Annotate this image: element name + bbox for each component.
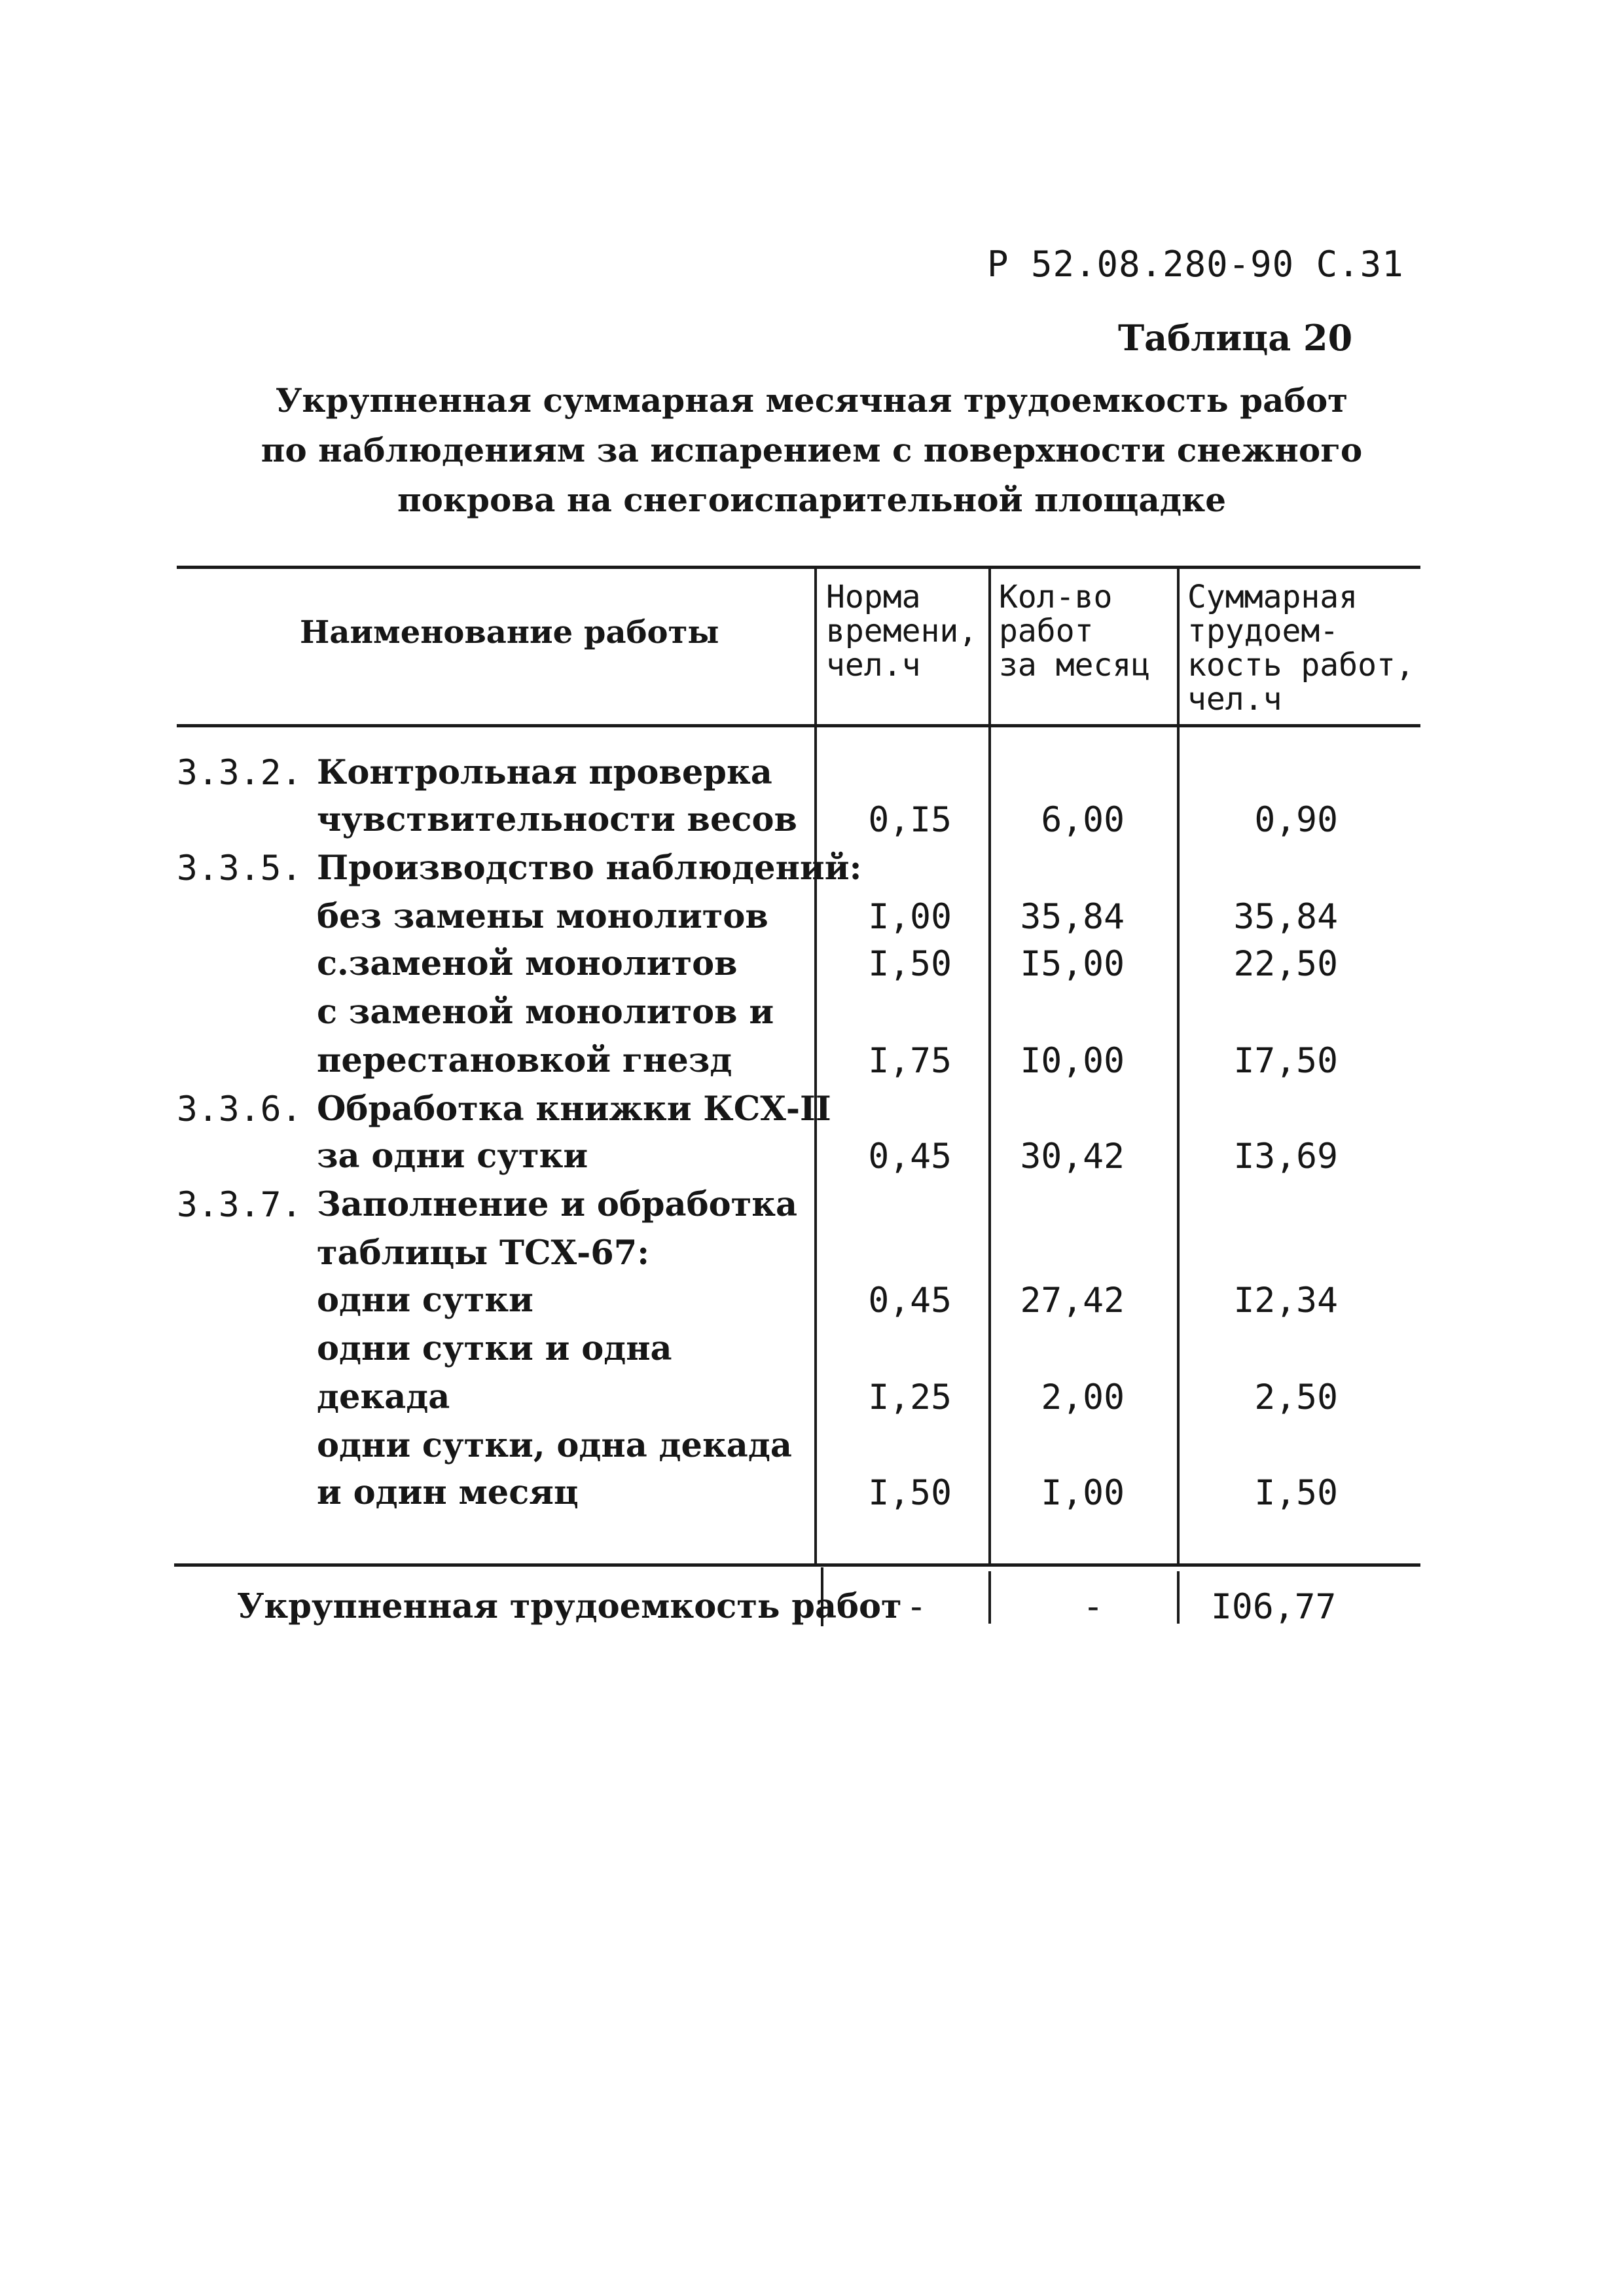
column-divider bbox=[1177, 1571, 1180, 1624]
column-divider bbox=[1177, 567, 1180, 724]
norm-cell: I,75 bbox=[868, 1041, 952, 1081]
total-cell: 35,84 bbox=[1233, 897, 1338, 937]
row-label: и один месяц bbox=[317, 1473, 579, 1512]
row-label: одни сутки bbox=[317, 1281, 533, 1320]
total-cell: I2,34 bbox=[1233, 1281, 1338, 1321]
section-code: 3.3.6. bbox=[177, 1089, 302, 1129]
qty-cell: I5,00 bbox=[1020, 944, 1125, 984]
qty-cell: 30,42 bbox=[1020, 1137, 1125, 1176]
total-cell: I7,50 bbox=[1233, 1041, 1338, 1081]
total-cell: 22,50 bbox=[1233, 944, 1338, 984]
row-label: без замены монолитов bbox=[317, 897, 768, 936]
footer-top-rule bbox=[174, 1563, 1420, 1567]
norm-cell: I,00 bbox=[868, 897, 952, 937]
row-label: за одни сутки bbox=[317, 1137, 588, 1176]
section-heading: Контрольная проверка bbox=[317, 753, 772, 792]
norm-cell: I,50 bbox=[868, 944, 952, 984]
norm-cell: 0,I5 bbox=[868, 800, 952, 840]
table-number: Таблица 20 bbox=[1118, 317, 1353, 359]
norm-cell: I,50 bbox=[868, 1473, 952, 1513]
row-label: с заменой монолитов и bbox=[317, 993, 774, 1032]
column-divider bbox=[814, 567, 817, 724]
row-label: одни сутки и одна bbox=[317, 1329, 672, 1368]
document-reference: Р 52.08.280-90 С.31 bbox=[987, 244, 1404, 285]
table-title-line: по наблюдениям за испарением с поверхности снежного bbox=[261, 431, 1363, 469]
footer-norm-cell: - bbox=[906, 1587, 927, 1627]
column-divider bbox=[988, 567, 991, 724]
section-heading: Производство наблюдений: bbox=[317, 848, 862, 888]
section-code: 3.3.2. bbox=[177, 753, 302, 793]
qty-cell: I,00 bbox=[1041, 1473, 1125, 1513]
qty-cell: 35,84 bbox=[1020, 897, 1125, 937]
row-label: с.заменой монолитов bbox=[317, 944, 738, 983]
row-label: таблицы ТСХ-67: bbox=[317, 1233, 650, 1273]
column-header-qty: Кол-во работ за месяц bbox=[999, 579, 1151, 683]
total-cell: 2,50 bbox=[1254, 1377, 1338, 1417]
qty-cell: I0,00 bbox=[1020, 1041, 1125, 1081]
footer-qty-cell: - bbox=[1083, 1587, 1104, 1627]
total-cell: I3,69 bbox=[1233, 1137, 1338, 1176]
section-heading: Заполнение и обработка bbox=[317, 1185, 798, 1224]
column-header-name: Наименование работы bbox=[300, 614, 719, 651]
footer-label: Укрупненная трудоемкость работ bbox=[237, 1587, 902, 1626]
table-title-line: Укрупненная суммарная месячная трудоемкость работ bbox=[275, 381, 1348, 420]
qty-cell: 6,00 bbox=[1041, 800, 1125, 840]
row-label: одни сутки, одна декада bbox=[317, 1426, 792, 1465]
norm-cell: 0,45 bbox=[868, 1137, 952, 1176]
norm-cell: I,25 bbox=[868, 1377, 952, 1417]
column-header-norm: Норма времени, чел.ч bbox=[826, 579, 978, 683]
row-label: перестановкой гнезд bbox=[317, 1041, 732, 1080]
row-label: декада bbox=[317, 1377, 450, 1417]
qty-cell: 2,00 bbox=[1041, 1377, 1125, 1417]
column-divider bbox=[988, 1571, 991, 1624]
table-title-line: покрова на снегоиспарительной площадке bbox=[397, 481, 1227, 519]
row-label: чувствительности весов bbox=[317, 800, 797, 839]
total-cell: I,50 bbox=[1254, 1473, 1338, 1513]
column-divider bbox=[988, 727, 991, 1563]
section-code: 3.3.5. bbox=[177, 848, 302, 888]
header-bottom-rule bbox=[177, 724, 1420, 727]
column-header-total: Суммарная трудоем- кость работ, чел.ч bbox=[1187, 579, 1415, 718]
section-code: 3.3.7. bbox=[177, 1185, 302, 1225]
footer-total-cell: I06,77 bbox=[1211, 1587, 1337, 1627]
table-top-rule bbox=[177, 566, 1420, 569]
norm-cell: 0,45 bbox=[868, 1281, 952, 1321]
section-heading: Обработка книжки КСХ-II bbox=[317, 1089, 831, 1129]
total-cell: 0,90 bbox=[1254, 800, 1338, 840]
qty-cell: 27,42 bbox=[1020, 1281, 1125, 1321]
